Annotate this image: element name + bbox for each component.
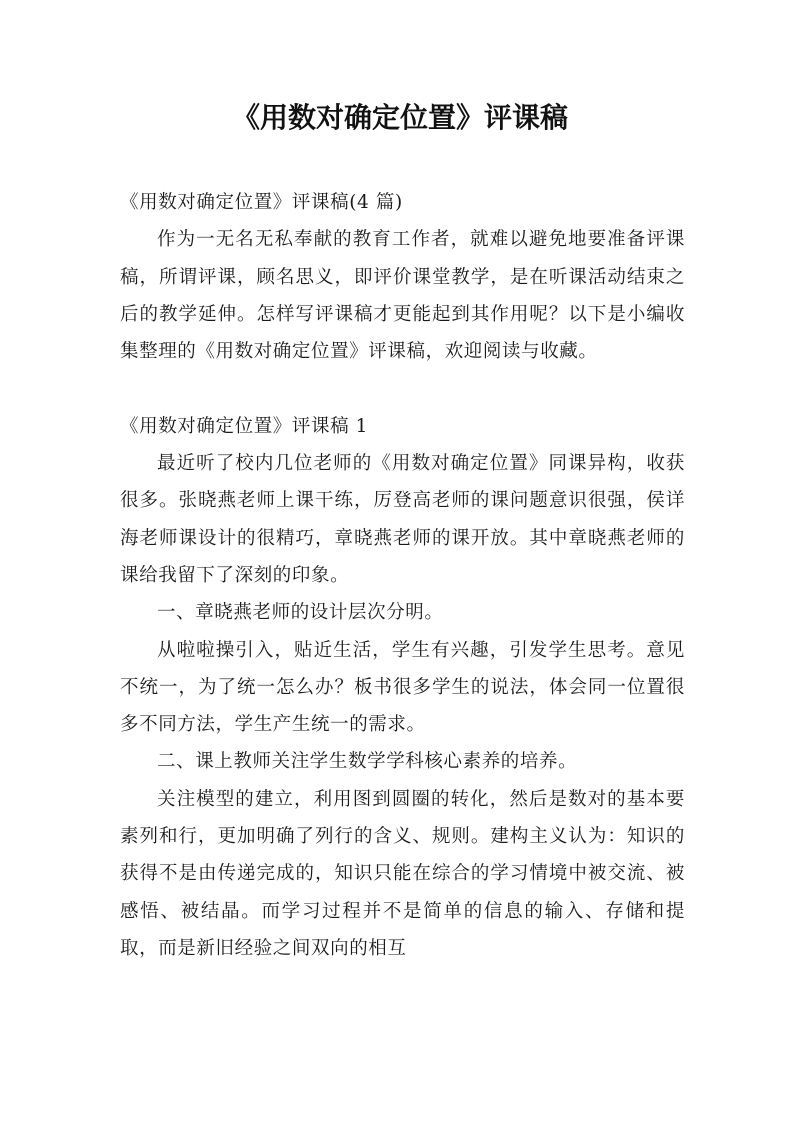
body-paragraph-1: 最近听了校内几位老师的《用数对确定位置》同课异构，收获很多。张晓燕老师上课干练，厉登高老师的课问题意识很强，侯详海老师课设计的很精巧，章晓燕老师的课开放。其中章晓燕老师的课给我留下了深刻的印象。 xyxy=(120,453,685,586)
body-paragraph-3: 从啦啦操引入，贴近生活，学生有兴趣，引发学生思考。意见不统一，为了统一怎么办？板书很多学生的说法，体会同一位置很多不同方法，学生产生统一的需求。 xyxy=(120,639,685,736)
section-heading: 《用数对确定位置》评课稿 1 xyxy=(120,415,369,437)
body-paragraph-4: 二、课上教师关注学生数学学科核心素养的培养。 xyxy=(157,751,578,773)
body-paragraph-5: 关注模型的建立，利用图到圆圈的转化，然后是数对的基本要素列和行，更加明确了列行的含义、规则。建构主义认为：知识的获得不是由传递完成的，知识只能在综合的学习情境中被交流、被感悟、被结晶。而学习过程并不是简单的信息的输入、存储和提取，而是新旧经验之间双向的相互 xyxy=(120,788,685,959)
paragraph-gap xyxy=(120,370,685,407)
document-body xyxy=(120,184,685,967)
intro-paragraph: 作为一无名无私奉献的教育工作者，就难以避免地要准备评课稿，所谓评课，顾名思义，即评价课堂教学，是在听课活动结束之后的教学延伸。怎样写评课稿才更能起到其作用呢？以下是小编收集整理的《用数对确定位置》评课稿，欢迎阅读与收藏。 xyxy=(120,229,685,363)
body-paragraph-2: 一、章晓燕老师的设计层次分明。 xyxy=(157,602,444,624)
document-subtitle: 《用数对确定位置》评课稿(4 篇) xyxy=(120,192,403,213)
document-title: 《用数对确定位置》评课稿 xyxy=(231,101,568,134)
